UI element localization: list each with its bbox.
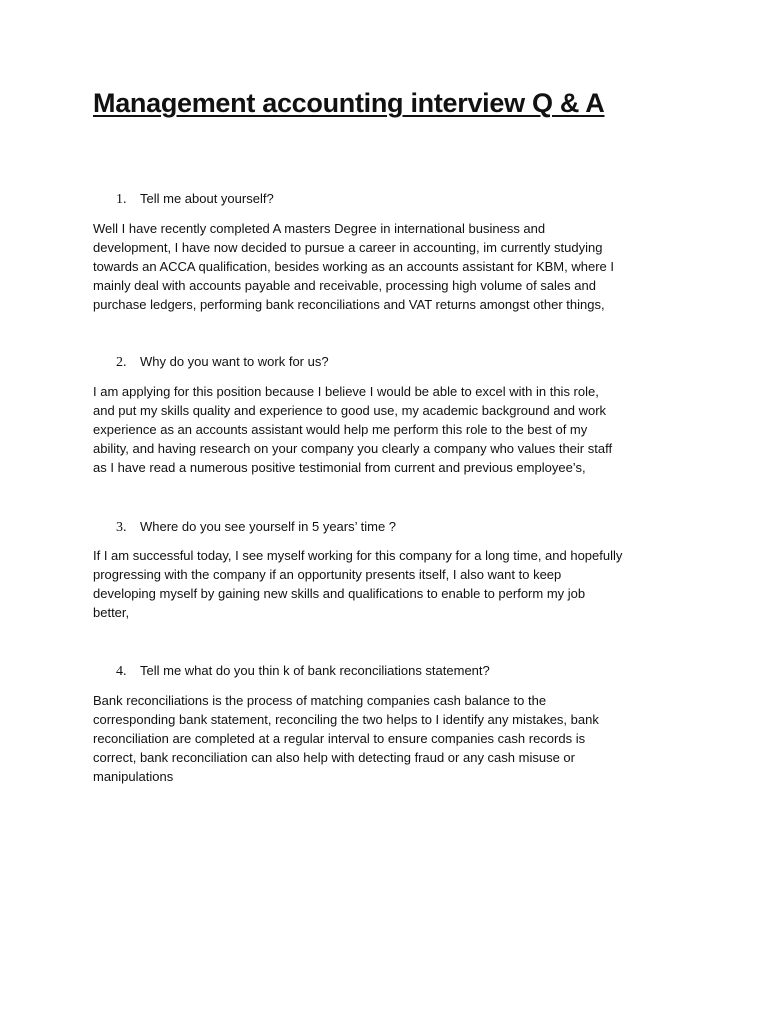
answer-line: I am applying for this position because I believe I would be able to excel with in this role, <box>93 384 599 399</box>
answer-1 <box>93 219 683 314</box>
answer-line: ability, and having research on your company you clearly a company who values their staff <box>93 441 613 456</box>
answer-line: reconciliation are completed at a regular interval to ensure companies cash records is <box>93 731 586 746</box>
answer-line: purchase ledgers, performing bank reconciliations and VAT returns amongst other things, <box>93 297 605 312</box>
question-number: 1. <box>116 192 127 207</box>
question-number: 3. <box>116 520 127 535</box>
answer-line: progressing with the company if an opportunity presents itself, I also want to keep <box>93 567 562 582</box>
answer-line: developing myself by gaining new skills and qualifications to enable to perform my job <box>93 586 586 601</box>
answer-line: towards an ACCA qualification, besides working as an accounts assistant for KBM, where I <box>93 259 614 274</box>
answer-line: mainly deal with accounts payable and receivable, processing high volume of sales and <box>93 278 596 293</box>
question-text: Why do you want to work for us? <box>140 354 329 369</box>
answer-3 <box>93 546 683 622</box>
answer-line: and put my skills quality and experience to good use, my academic background and work <box>93 403 607 418</box>
answer-line: development, I have now decided to pursue a career in accounting, im currently studying <box>93 240 603 255</box>
answer-line: as I have read a numerous positive testimonial from current and previous employee’s, <box>93 460 586 475</box>
answer-line: corresponding bank statement, reconciling the two helps to I identify any mistakes, bank <box>93 712 599 727</box>
question-3 <box>116 519 396 536</box>
page-title: Management accounting interview Q & A <box>93 88 605 118</box>
answer-line: experience as an accounts assistant would help me perform this role to the best of my <box>93 422 588 437</box>
answer-line: correct, bank reconciliation can also help with detecting fraud or any cash misuse or <box>93 750 575 765</box>
question-text: Tell me what do you thin k of bank reconciliations statement? <box>140 663 490 678</box>
question-1 <box>116 191 274 208</box>
question-number: 2. <box>116 355 127 370</box>
question-number: 4. <box>116 664 127 679</box>
question-text: Where do you see yourself in 5 years’ time ? <box>140 519 397 534</box>
question-2 <box>116 354 329 371</box>
answer-line: Well I have recently completed A masters Degree in international business and <box>93 221 546 236</box>
answer-2 <box>93 382 683 477</box>
answer-line: better, <box>93 605 130 620</box>
question-4 <box>116 663 490 680</box>
answer-line: manipulations <box>93 769 174 784</box>
answer-line: Bank reconciliations is the process of matching companies cash balance to the <box>93 693 547 708</box>
answer-line: If I am successful today, I see myself working for this company for a long time, and hopefully <box>93 548 623 563</box>
answer-4 <box>93 691 683 786</box>
question-text: Tell me about yourself? <box>140 191 274 206</box>
